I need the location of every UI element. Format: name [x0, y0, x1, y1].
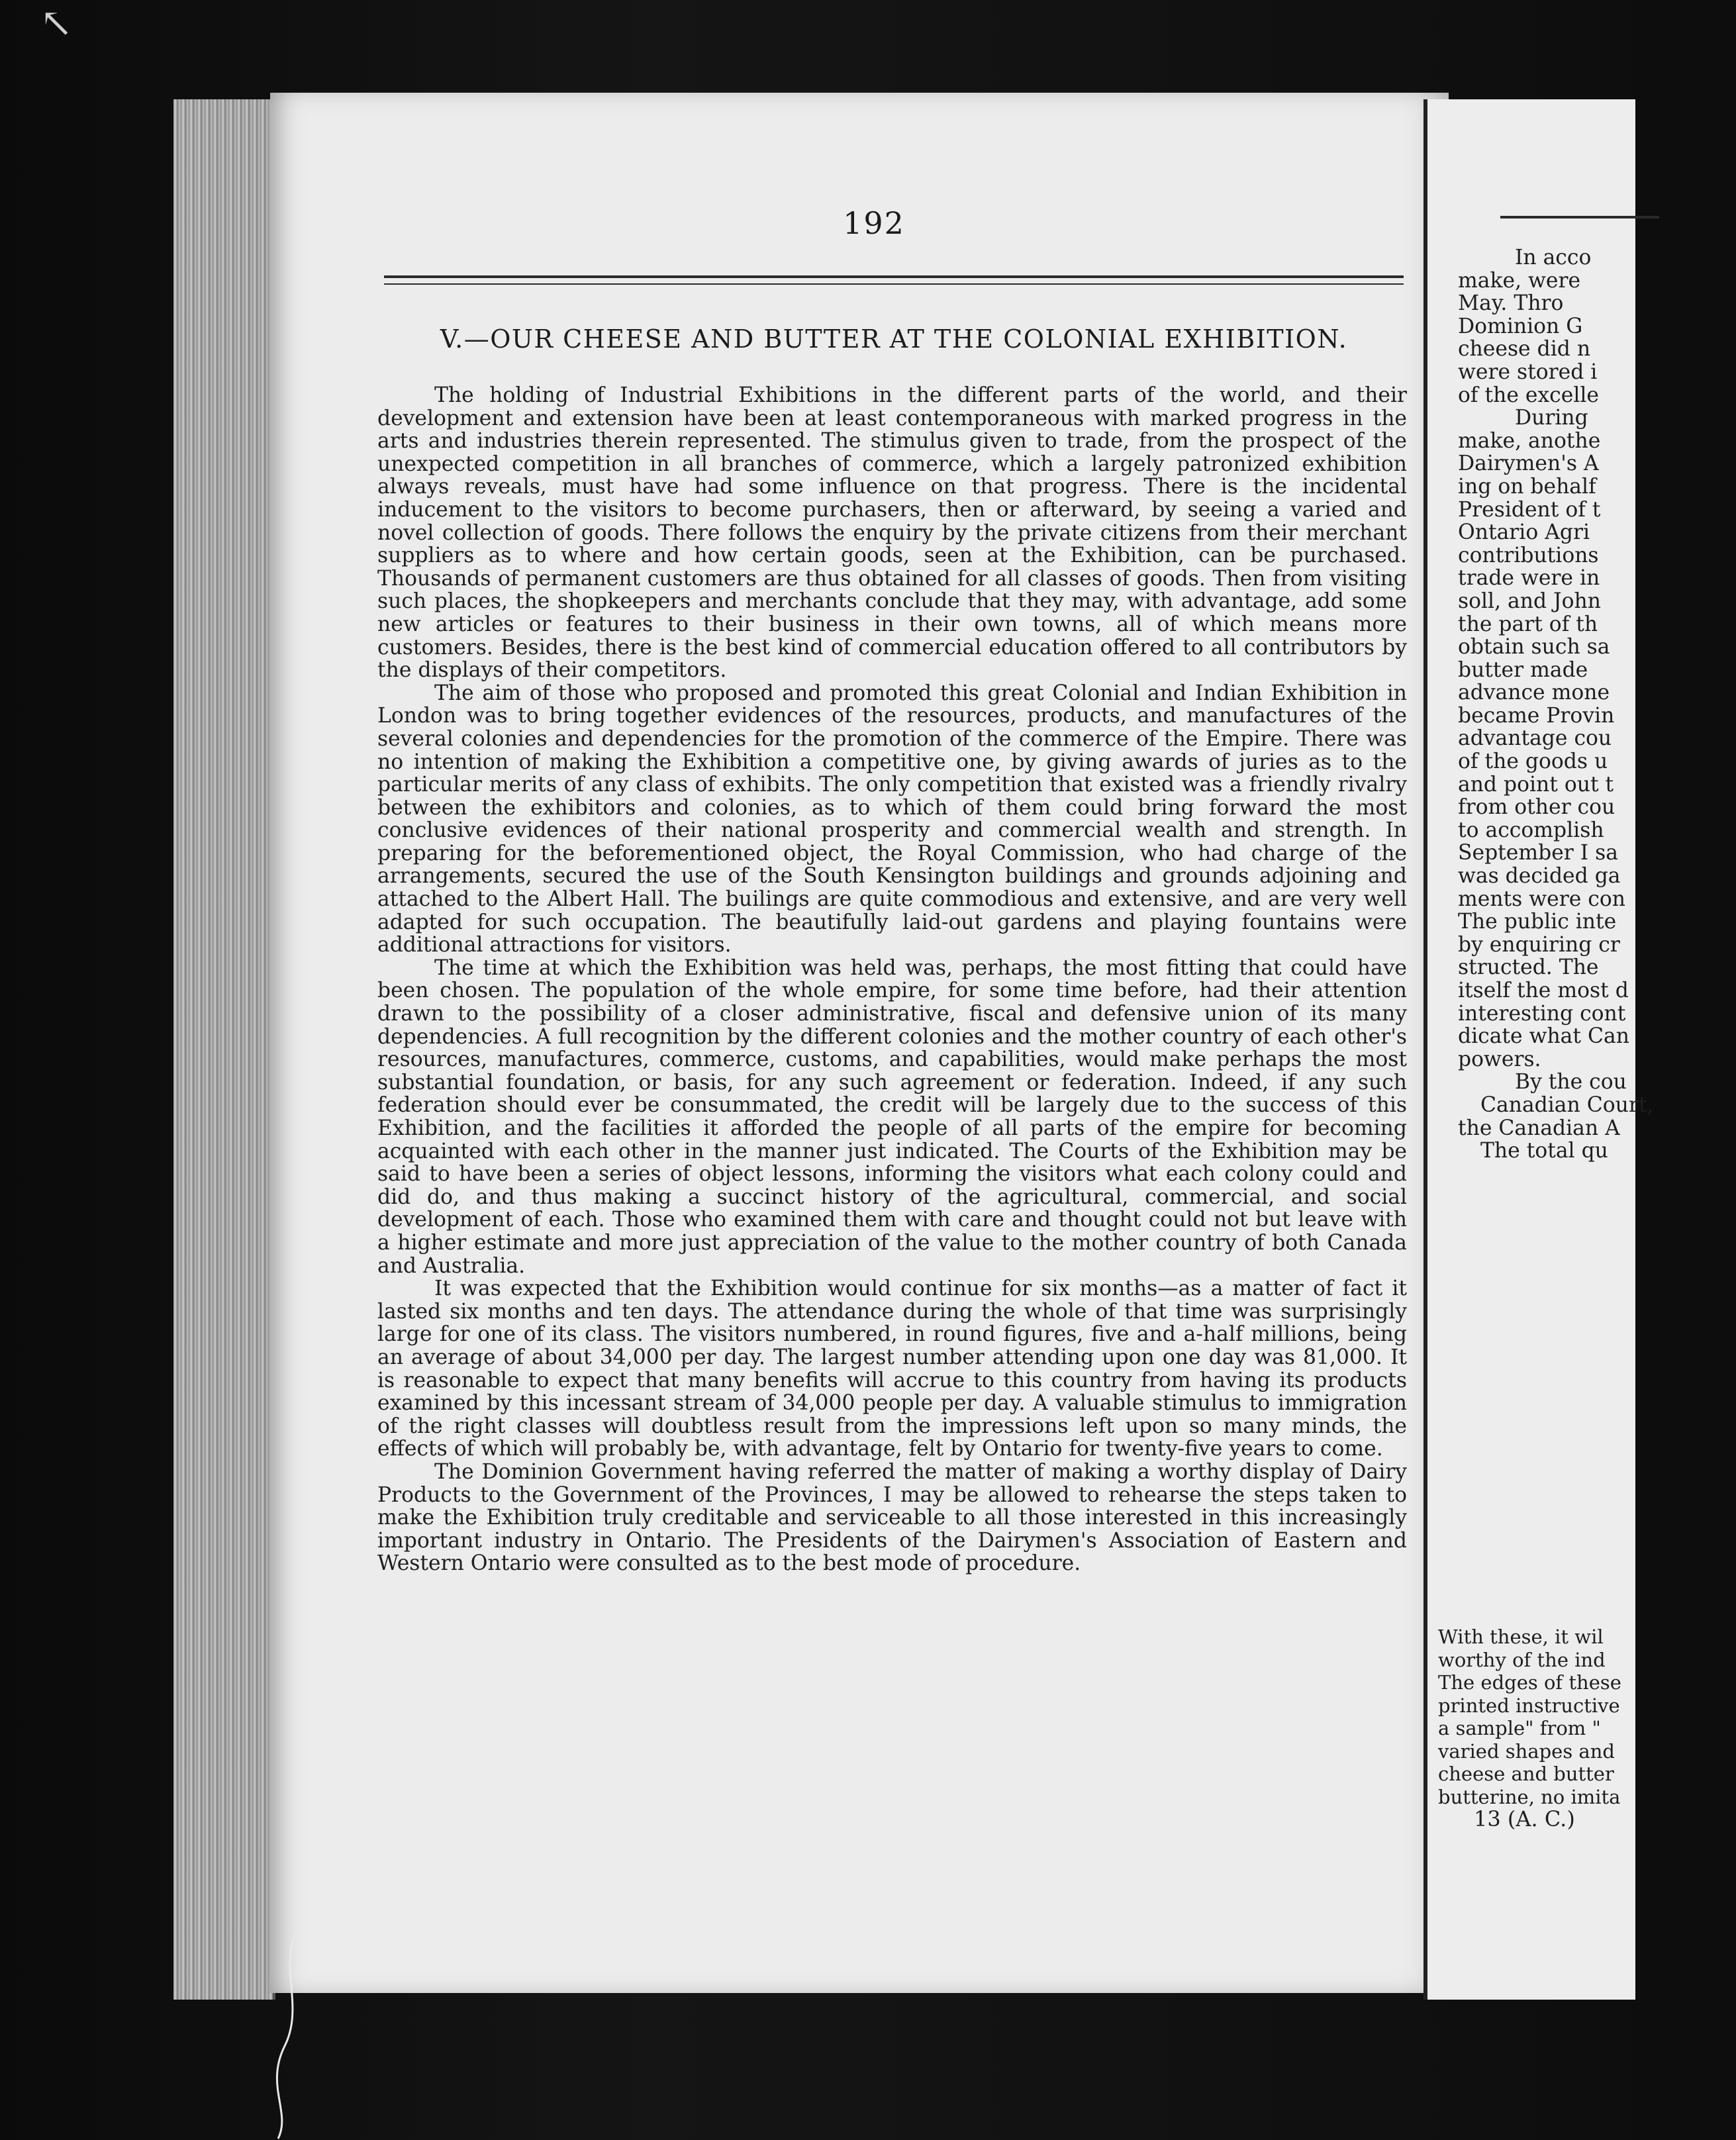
right-page-line: make, anothe: [1458, 428, 1601, 453]
right-page-line: May. Thro: [1458, 291, 1564, 316]
right-page-line: Canadian Court,: [1480, 1093, 1654, 1117]
right-page-line: obtain such sa: [1458, 635, 1610, 659]
right-page-line: by enquiring cr: [1458, 932, 1620, 957]
paragraph: The holding of Industrial Exhibitions in the different parts of the world, and their development and extension have been at least contemporaneous with marked progress in the arts and industries therein represented. The stimulus given to trade, from the prospect of the unexpected competition in all branches of commerce, which a largely patronized exhibition always reveals, must have had some influence on that progress. There is the incidental inducement to the visitors to become purchasers, then or afterward, by seeing a varied and novel collection of goods. There follows the enquiry by the private citizens from their merchant suppliers as to where and how certain goods, seen at the Exhibition, can be purchased. Thousands of permanent customers are thus obtained for all classes of goods. Then from visiting such places, the shopkeepers and merchants conclude that they may, with advantage, add some new articles or features to their business in their own towns, all of which means more customers. Besides, there is the best kind of commercial education offered to all contributors by the displays of their competitors.: [377, 383, 1407, 683]
right-page-header-rule: [1500, 216, 1659, 219]
right-page-line: Dairymen's A: [1458, 452, 1599, 476]
right-page-line: The total qu: [1480, 1139, 1608, 1163]
right-page-line: advantage cou: [1458, 726, 1612, 751]
right-page-line: were stored i: [1458, 360, 1598, 384]
stray-thread: [271, 1927, 311, 2139]
right-page-line: ments were con: [1458, 887, 1625, 911]
right-page-line: butterine, no imita: [1438, 1785, 1621, 1808]
right-page-line: September I sa: [1458, 841, 1618, 865]
right-page-line: trade were in: [1458, 566, 1600, 591]
right-page-upper-text: [1458, 246, 1736, 1163]
right-page-line: soll, and John: [1458, 589, 1601, 613]
margin-mark-top: ↖: [40, 0, 73, 46]
right-page-line: contributions: [1458, 543, 1599, 567]
right-page: [1423, 99, 1654, 2000]
right-page-line: structed. The: [1458, 955, 1599, 980]
right-page-line: the part of th: [1458, 612, 1598, 636]
right-page-line: ing on behalf: [1458, 474, 1596, 499]
right-page-line: powers.: [1458, 1047, 1541, 1071]
right-page-line: make, were: [1458, 268, 1581, 293]
page-edge-stack: [173, 99, 275, 2000]
right-page-line: In acco: [1515, 246, 1592, 269]
right-page-line: cheese did n: [1458, 337, 1591, 362]
page-number: 192: [843, 205, 905, 241]
right-page-line: itself the most d: [1458, 979, 1629, 1002]
article-title: V.—OUR CHEESE AND BUTTER AT THE COLONIAL EXHIBITION.: [440, 324, 1348, 354]
right-page-line: By the cou: [1515, 1070, 1627, 1094]
right-page-line: the Canadian A: [1458, 1116, 1620, 1140]
right-page-line: dicate what Can: [1458, 1024, 1629, 1049]
right-page-line: During: [1515, 406, 1588, 430]
right-page-line: advance mone: [1458, 681, 1610, 705]
right-page-line: With these, it wil: [1438, 1626, 1604, 1648]
right-page-line: worthy of the ind: [1438, 1648, 1606, 1671]
right-page-line: was decided ga: [1458, 864, 1621, 889]
right-page-line: from other cou: [1458, 795, 1615, 820]
header-rule-thin: [384, 283, 1404, 285]
right-page-line: to accomplish: [1458, 818, 1604, 842]
right-page-line: cheese and butter: [1438, 1763, 1614, 1785]
right-page-line: of the goods u: [1458, 750, 1608, 774]
right-page-lower-text: [1438, 1626, 1716, 1808]
paragraph: The aim of those who proposed and promoted this great Colonial and Indian Exhibition in London was to bring together evidences of the resources, products, and manufactures of the several colonies and dependencies for the promotion of the commerce of the Empire. There was no intention of making the Exhibition a competitive one, by giving awards of juries as to the particular merits of any class of exhibits. The only competition that existed was a friendly rivalry between the exhibitors and colonies, as to which of them could bring forward the most conclusive evidences of their national prosperity and commercial wealth and strength. In preparing for the beforementioned object, the Royal Commission, who had charge of the arrangements, secured the use of the South Kensington buildings and grounds adjoining and attached to the Albert Hall. The builings are quite commodious and extensive, and are very well adapted for such occupation. The beautifully laid-out gardens and playing fountains were additional attractions for visitors.: [377, 681, 1407, 957]
right-page-line: printed instructive: [1438, 1694, 1620, 1717]
right-page-line: The public inte: [1458, 910, 1617, 934]
right-page-line: a sample" from ": [1438, 1717, 1601, 1739]
right-page-line: became Provin: [1458, 703, 1615, 728]
right-page-line: President of t: [1458, 497, 1601, 522]
right-page-line: and point out t: [1458, 772, 1614, 797]
paragraph: It was expected that the Exhibition would continue for six months—as a matter of fact it lasted six months and ten days. The attendance during the whole of that time was surprisingly large for one of its class. The visitors numbered, in round figures, five and a-half millions, being an average of about 34,000 per day. The largest number attending upon one day was 81,000. It is reasonable to expect that many benefits will accrue to this country from having its products examined by this incessant stream of 34,000 people per day. A valuable stimulus to immigration of the right classes will doubtless result from the impressions left upon so many minds, the effects of which will probably be, with advantage, felt by Ontario for twenty-five years to come.: [377, 1277, 1407, 1461]
paragraph: The time at which the Exhibition was held was, perhaps, the most fitting that could have been chosen. The population of the whole empire, for some time before, had their attention drawn to the possibility of a closer administrative, fiscal and defensive union of its many dependencies. A full recognition by the different colonies and the mother country of each other's resources, manufactures, commerce, customs, and capabilities, would make perhaps the most substantial foundation, or basis, for any such agreement or federation. Indeed, if any such federation should ever be consummated, the credit will be largely due to the success of this Exhibition, and the facilities it afforded the people of all parts of the empire for becoming acquainted with each other in the manner just indicated. The Courts of the Exhibition may be said to have been a series of object lessons, informing the visitors what each colony could and did do, and thus making a succinct history of the agricultural, commercial, and social development of each. Those who examined them with care and thought could not but leave with a higher estimate and more just appreciation of the value to the mother country of both Canada and Australia.: [377, 955, 1407, 1278]
right-page-line: butter made: [1458, 657, 1588, 682]
paragraph: The Dominion Government having referred the matter of making a worthy display of Dairy Products to the Government of the Provinces, I may be allowed to rehearse the steps taken to make the Exhibition truly creditable and serviceable to all those interested in this increasingly important industry in Ontario. The Presidents of the Dairymen's Association of Eastern and Western Ontario were consulted as to the best mode of procedure.: [377, 1459, 1407, 1576]
right-page-line: Ontario Agri: [1458, 520, 1590, 545]
right-page-line: The edges of these: [1438, 1671, 1621, 1694]
signature-mark: 13 (A. C.): [1474, 1806, 1575, 1831]
article-body: [377, 384, 1407, 1575]
right-page-line: of the excelle: [1458, 383, 1599, 407]
right-page-line: varied shapes and: [1438, 1739, 1615, 1763]
header-rule-thick: [384, 275, 1404, 278]
right-page-line: interesting cont: [1458, 1001, 1626, 1026]
right-page-line: Dominion G: [1458, 314, 1583, 338]
